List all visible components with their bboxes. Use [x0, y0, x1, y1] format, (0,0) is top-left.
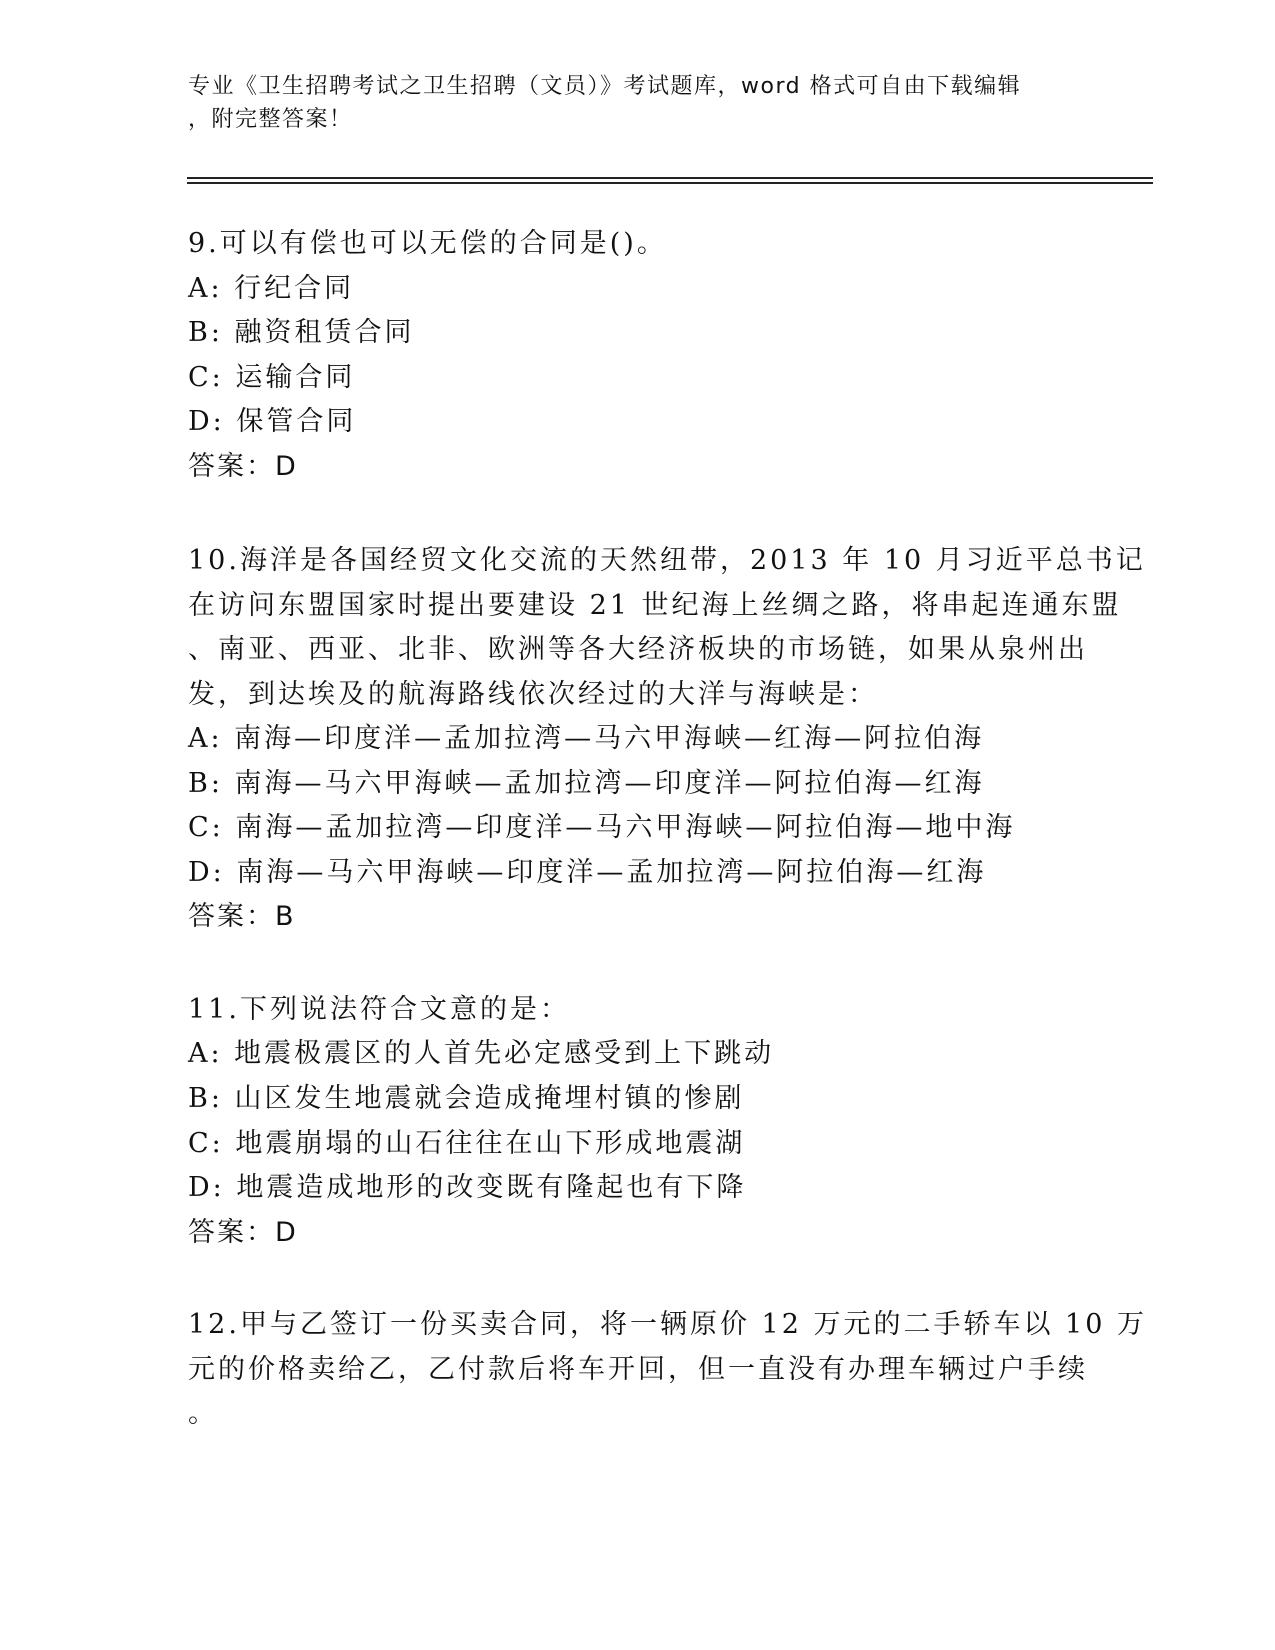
question-9-option-d: D: 保管合同	[188, 406, 357, 437]
question-10-answer: 答案：B	[188, 901, 296, 932]
question-9-option-c: C: 运输合同	[188, 362, 356, 393]
question-9-option-a: A: 行纪合同	[188, 273, 355, 304]
question-10-stem-line-1: 10.海洋是各国经贸文化交流的天然纽带，2013 年 10 月习近平总书记	[188, 545, 1146, 576]
question-12-stem-line-2: 元的价格卖给乙，乙付款后将车开回，但一直没有办理车辆过户手续	[188, 1354, 1088, 1385]
question-10-option-b: B: 南海—马六甲海峡—孟加拉湾—印度洋—阿拉伯海—红海	[188, 768, 985, 799]
question-11-stem: 11.下列说法符合文意的是：	[188, 994, 570, 1025]
question-11-option-d: D: 地震造成地形的改变既有隆起也有下降	[188, 1172, 747, 1203]
question-11-option-c: C: 地震崩塌的山石往往在山下形成地震湖	[188, 1128, 746, 1159]
question-11-option-a: A: 地震极震区的人首先必定感受到上下跳动	[188, 1038, 775, 1069]
question-10-stem-line-4: 发，到达埃及的航海路线依次经过的大洋与海峡是：	[188, 679, 878, 710]
document-header	[188, 70, 1088, 136]
question-9-answer: 答案：D	[188, 451, 298, 482]
header-line-2: ，附完整答案！	[188, 107, 353, 132]
question-10-stem-line-3: 、南亚、西亚、北非、欧洲等各大经济板块的市场链，如果从泉州出	[188, 634, 1088, 665]
question-10-stem-line-2: 在访问东盟国家时提出要建设 21 世纪海上丝绸之路，将串起连通东盟	[188, 590, 1122, 621]
header-line-1: 专业《卫生招聘考试之卫生招聘（文员）》考试题库，word 格式可自由下载编辑	[188, 74, 1022, 99]
header-divider-bottom	[187, 182, 1153, 184]
question-9-option-b: B: 融资租赁合同	[188, 317, 415, 348]
question-11-answer: 答案：D	[188, 1217, 298, 1248]
question-12-stem-line-1: 12.甲与乙签订一份买卖合同，将一辆原价 12 万元的二手轿车以 10 万	[188, 1309, 1147, 1340]
question-10-option-a: A: 南海—印度洋—孟加拉湾—马六甲海峡—红海—阿拉伯海	[188, 723, 985, 754]
question-10-option-c: C: 南海—孟加拉湾—印度洋—马六甲海峡—阿拉伯海—地中海	[188, 812, 1016, 843]
question-11-option-b: B: 山区发生地震就会造成掩埋村镇的惨剧	[188, 1083, 745, 1114]
question-9-stem: 9.可以有偿也可以无偿的合同是()。	[188, 228, 667, 259]
question-12-stem-line-3: 。	[188, 1398, 218, 1429]
header-divider-top	[187, 177, 1153, 179]
question-10-option-d: D: 南海—马六甲海峡—印度洋—孟加拉湾—阿拉伯海—红海	[188, 857, 987, 888]
